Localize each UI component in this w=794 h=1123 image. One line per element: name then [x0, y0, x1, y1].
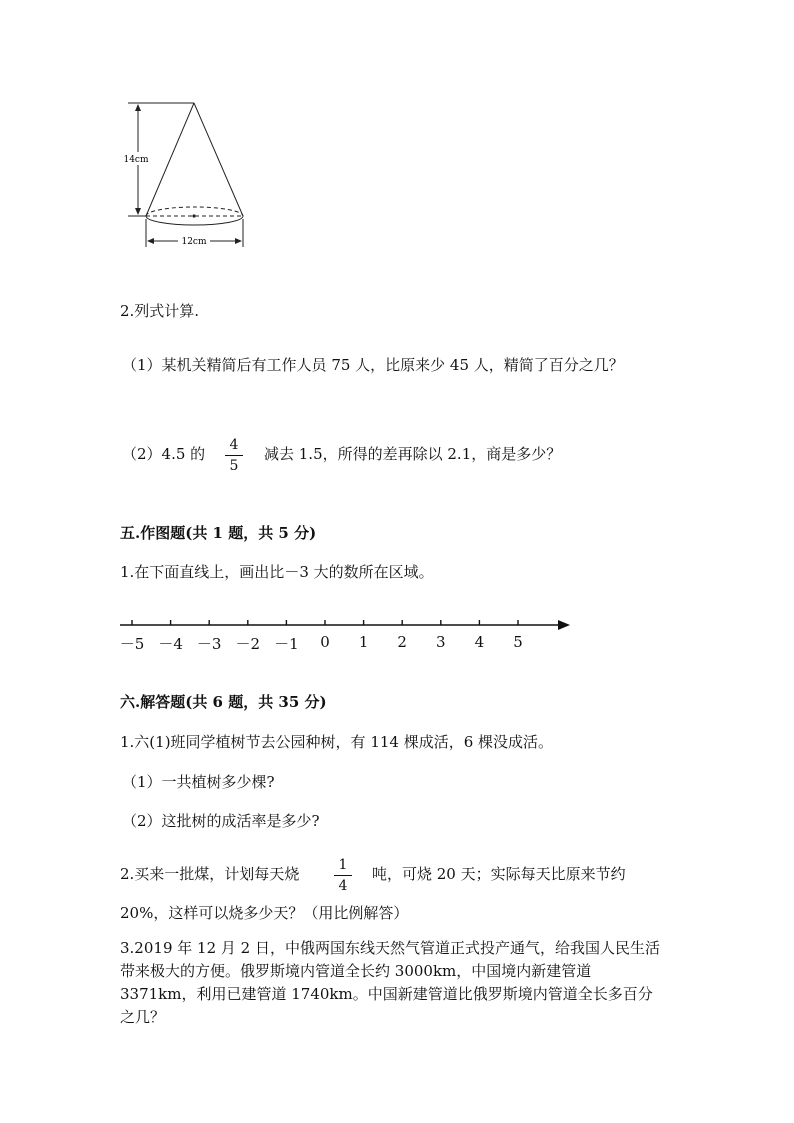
section-heading-5: 五.作图题(共 1 题，共 5 分) — [120, 524, 317, 542]
number-line-label: 5 — [513, 633, 523, 651]
question-6-1-sub2: （2）这批树的成活率是多少? — [122, 812, 320, 830]
fraction-numerator: 4 — [229, 437, 239, 453]
sub-question-2-prefix: （2）4.5 的 — [122, 445, 206, 463]
number-line-label: 4 — [474, 633, 485, 651]
question-6-2-suffix: 吨，可烧 20 天；实际每天比原来节约 — [372, 865, 626, 883]
section-heading-6: 六.解答题(共 6 题，共 35 分) — [120, 693, 327, 711]
sub-question-2-suffix: 减去 1.5，所得的差再除以 2.1，商是多少？ — [264, 445, 562, 463]
number-line-label: －5 — [119, 635, 145, 653]
question-6-1: 1.六(1)班同学植树节去公园种树，有 114 棵成活，6 棵没成活。 — [120, 733, 554, 751]
height-arrow-top — [135, 104, 141, 111]
fraction-four-fifths — [224, 437, 244, 474]
number-line-arrow — [558, 620, 570, 630]
number-line-label: －2 — [235, 635, 261, 653]
diameter-arrow-left — [147, 238, 154, 244]
number-line-label: －3 — [196, 635, 222, 653]
diameter-arrow-right — [235, 238, 242, 244]
base-center-dot — [192, 214, 195, 217]
question-6-3: 3.2019 年 12 月 2 日，中俄两国东线天然气管道正式投产通气，给我国人民生活带来极大的方便。俄罗斯境内管道全长约 3000km，中国境内新建管道 3371km，利用已建管道 1740km。中国新建管道比俄罗斯境内管道全长多百分之几？ — [120, 939, 660, 1026]
question-6-2-prefix: 2.买来一批煤，计划每天烧 — [120, 865, 300, 883]
fraction-denominator: 5 — [229, 458, 239, 474]
cone-left-side — [146, 103, 194, 216]
number-line-label: －4 — [158, 635, 183, 653]
question-5-1: 1.在下面直线上，画出比－3 大的数所在区域。 — [120, 563, 434, 581]
number-line-label: －1 — [274, 635, 299, 653]
number-line-label: 1 — [358, 633, 369, 651]
question-title: 2.列式计算. — [120, 302, 200, 320]
fraction-numerator: 1 — [338, 857, 348, 873]
number-line-label: 2 — [397, 633, 407, 651]
fraction-denominator: 4 — [338, 878, 348, 894]
height-arrow-bottom — [135, 208, 141, 215]
cone-figure — [118, 95, 258, 260]
height-label: 14cm — [123, 155, 149, 165]
fraction-one-quarter — [333, 857, 353, 894]
question-6-2-line2: 20%，这样可以烧多少天？（用比例解答） — [120, 904, 409, 922]
question-6-1-sub1: （1）一共植树多少棵? — [122, 773, 275, 791]
number-line-label: 0 — [320, 633, 330, 651]
sub-question-1: （1）某机关精简后有工作人员 75 人，比原来少 45 人，精简了百分之几？ — [122, 356, 624, 374]
number-line-label: 3 — [436, 633, 446, 651]
diameter-label: 12cm — [181, 237, 207, 247]
cone-right-side — [194, 103, 243, 216]
